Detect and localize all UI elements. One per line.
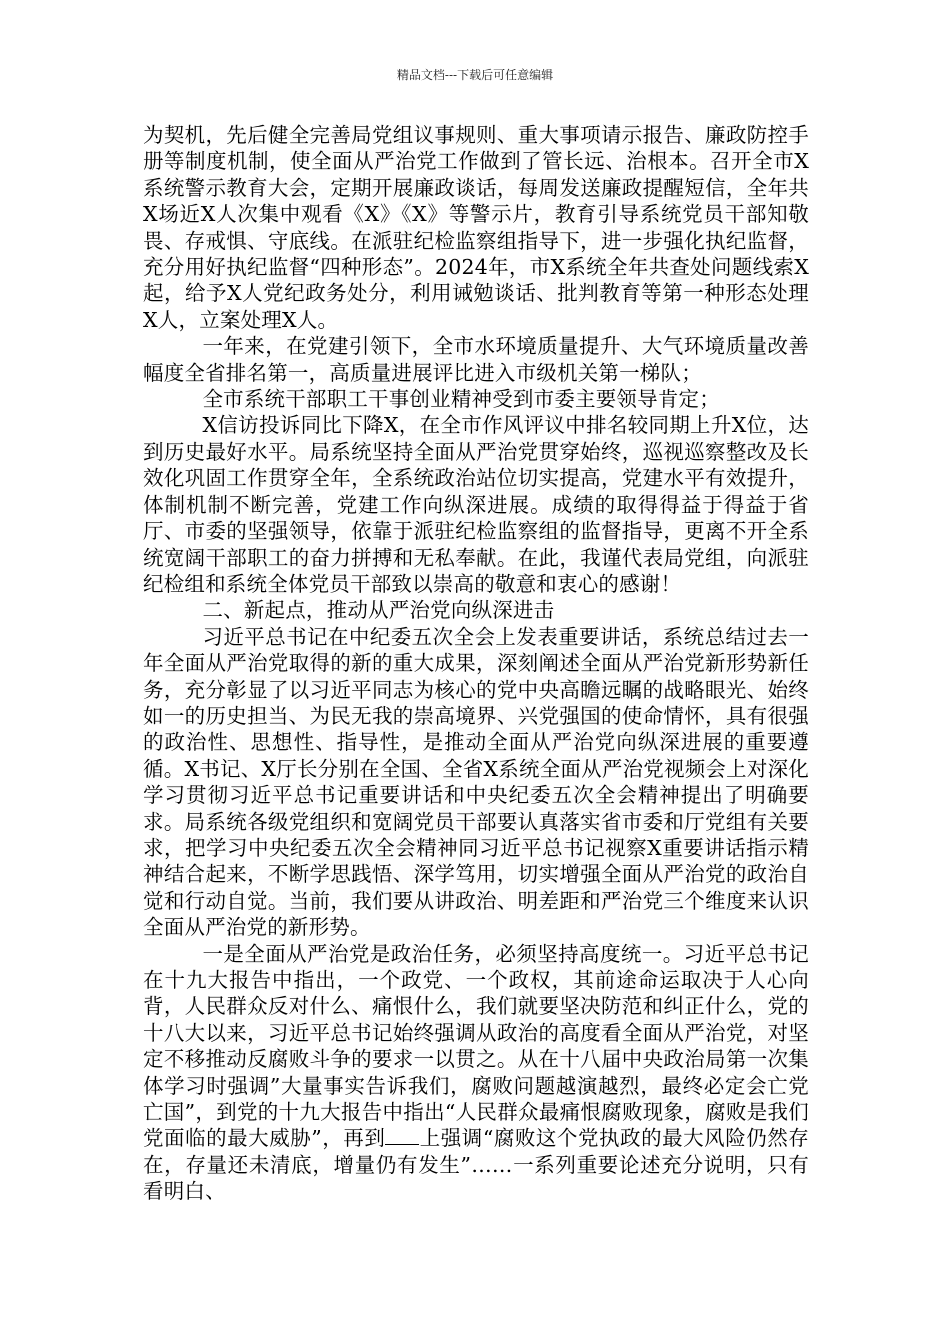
section-heading: 二、新起点，推动从严治党向纵深进击 bbox=[202, 598, 555, 623]
paragraph-petition: X信访投诉同比下降X，在全市作风评议中排名较同期上升X位，达到历史最好水平。局系统坚持全面从严治党贯穿始终，巡视巡察整改及长效化巩固工作贯穿全年，全系统政治站位切实提高，党建水平有效提升，体制机制不断完善，党建工作向纵深进展。成绩的取得得益于得益于省厅、市委的坚强领导，依靠于派驻纪检监察组的监督指导，更离不开全系统宽阔干部职工的奋力拼搏和无私奉献。在此，我谨代表局党组，向派驻纪检组和系统全体党员干部致以崇高的敬意和衷心的感谢！ bbox=[143, 413, 809, 596]
paragraph-political-task bbox=[143, 941, 809, 1205]
paragraph-recognition: 全市系统干部职工干事创业精神受到市委主要领导肯定； bbox=[202, 387, 720, 412]
paragraph-continuation: 为契机，先后健全完善局党组议事规则、重大事项请示报告、廉政防控手册等制度机制，使全面从严治党工作做到了管长远、治根本。召开全市X系统警示教育大会，定期开展廉政谈话，每周发送廉政提醒短信，全年共X场近X人次集中观看《X》《X》等警示片，教育引导系统党员干部知敬畏、存戒惧、守底线。在派驻纪检监察组指导下，进一步强化执纪监督，充分用好执纪监督“四种形态”。2024年，市X系统全年共查处问题线索X起，给予X人党纪政务处分，利用诫勉谈话、批判教育等第一种形态处理X人，立案处理X人。 bbox=[143, 123, 809, 332]
paragraph-political-task-text: 一是全面从严治党是政治任务，必须坚持高度统一。习近平总书记在十九大报告中指出，一个政党、一个政权，其前途命运取决于人心向背，人民群众反对什么、痛恨什么，我们就要坚决防范和纠正什么，党的十八大以来，习近平总书记始终强调从政治的高度看全面从严治党，对坚定不移推动反腐败斗争的要求一以贯之。从在十八届中央政治局第一次集体学习时强调”大量事实告诉我们，腐败问题越演越烈，最终必定会亡党亡国”，到党的十九大报告中指出“人民群众最痛恨腐败现象，腐败是我们党面临的最大威胁”，再到 bbox=[143, 941, 809, 1151]
document-body bbox=[143, 122, 809, 1205]
paragraph-achievements: 一年来，在党建引领下，全市水环境质量提升、大气环境质量改善幅度全省排名第一，高质量进展评比进入市级机关第一梯队； bbox=[143, 334, 809, 385]
blank-underline bbox=[385, 1126, 419, 1145]
paragraph-speech: 习近平总书记在中纪委五次全会上发表重要讲话，系统总结过去一年全面从严治党取得的新的重大成果，深刻阐述全面从严治党新形势新任务，充分彰显了以习近平同志为核心的党中央高瞻远瞩的战略眼光、始终如一的历史担当、为民无我的崇高境界、兴党强国的使命情怀，具有很强的政治性、思想性、指导性，是推动全面从严治党向纵深进展的重要遵循。X书记、X厅长分别在全国、全省X系统全面从严治党视频会上对深化学习贯彻习近平总书记重要讲话和中央纪委五次全会精神提出了明确要求。局系统各级党组织和宽阔党员干部要认真落实省市委和厅党组有关要求，把学习中央纪委五次全会精神同习近平总书记视察X重要讲话指示精神结合起来，不断学思践悟、深学笃用，切实增强全面从严治党的政治自觉和行动自觉。当前，我们要从讲政治、明差距和严治党三个维度来认识全面从严治党的新形势。 bbox=[143, 624, 809, 940]
page-header: 精品文档---下载后可任意编辑 bbox=[396, 68, 554, 82]
paragraph-political-task-tail: 上强调“腐败这个党执政的最大风险仍然存在，存量还未清底，增量仍有发生”……一系列重要论述充分说明，只有看明白、 bbox=[143, 1126, 809, 1204]
